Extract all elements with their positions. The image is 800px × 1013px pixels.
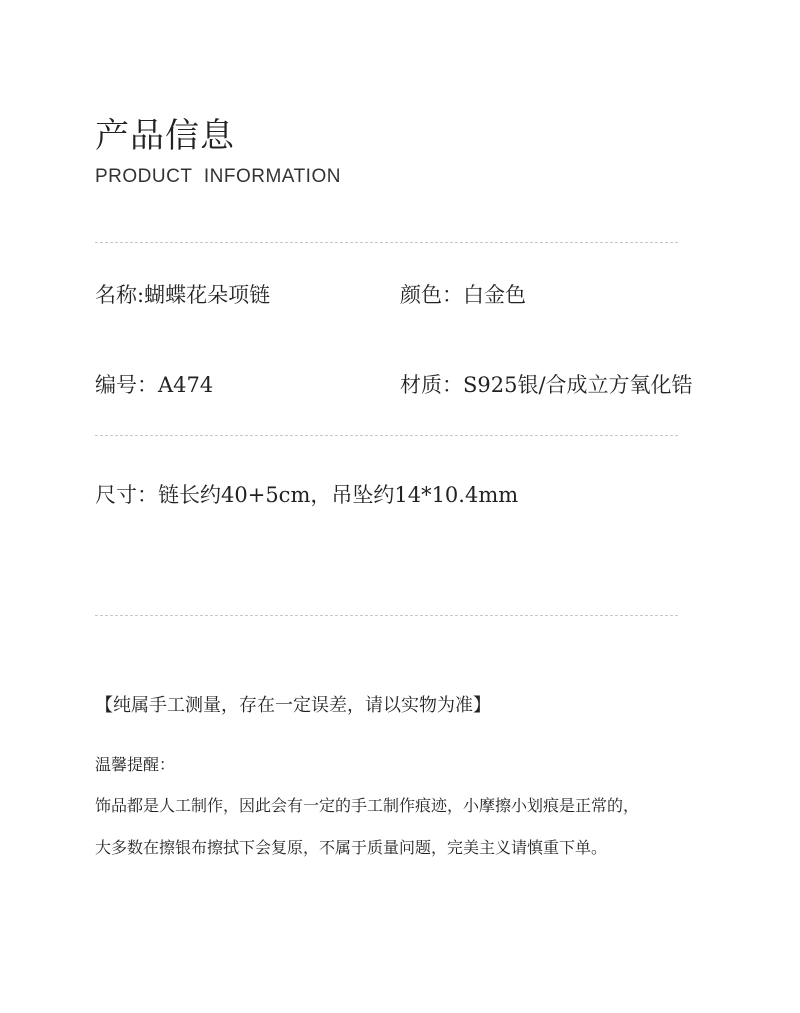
- divider-bottom: [95, 615, 678, 616]
- page-subtitle: PRODUCT INFORMATION: [95, 166, 341, 187]
- tips-heading: 温馨提醒：: [95, 755, 176, 774]
- product-material: 材质：S925银/合成立方氧化锆: [400, 373, 693, 397]
- tips-line-2: 大多数在擦银布擦拭下会复原，不属于质量问题，完美主义请慎重下单。: [95, 838, 608, 857]
- measurement-notice: 【纯属手工测量，存在一定误差，请以实物为准】: [95, 695, 491, 716]
- product-name: 名称:蝴蝶花朵项链: [95, 283, 271, 307]
- product-code: 编号：A474: [95, 373, 214, 397]
- page-title: 产品信息: [95, 116, 235, 156]
- divider-middle: [95, 435, 678, 436]
- tips-line-1: 饰品都是人工制作，因此会有一定的手工制作痕迹，小摩擦小划痕是正常的，: [95, 796, 640, 815]
- product-color: 颜色：白金色: [400, 283, 526, 307]
- product-size: 尺寸：链长约40+5cm，吊坠约14*10.4mm: [95, 483, 519, 507]
- divider-top: [95, 242, 678, 243]
